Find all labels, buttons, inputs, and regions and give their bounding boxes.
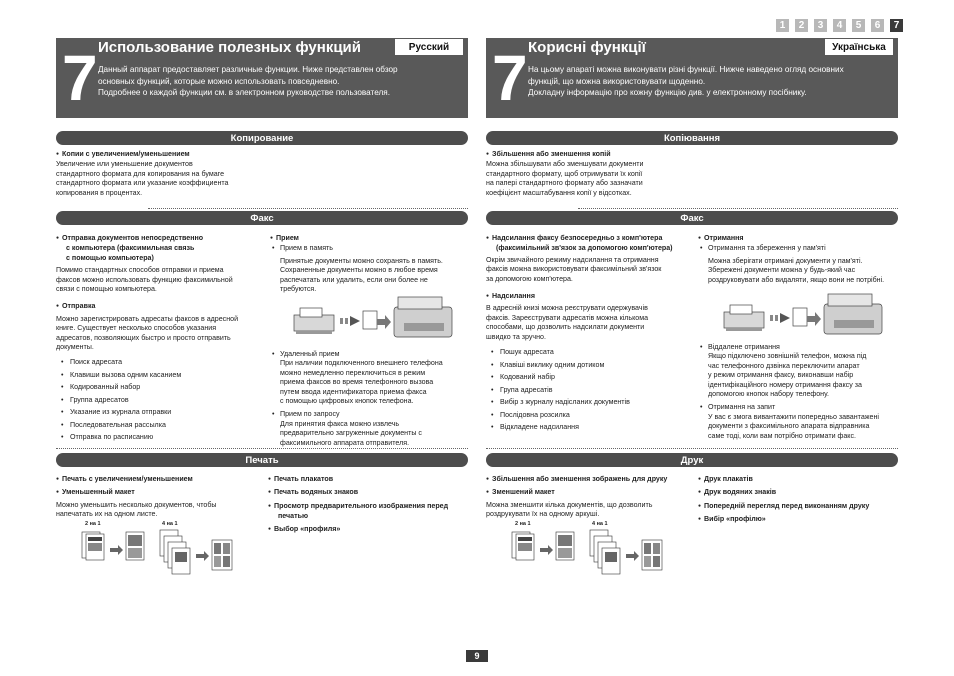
ru-divider xyxy=(56,448,468,449)
ru-send-list xyxy=(56,356,266,444)
page-number: 9 xyxy=(466,650,488,662)
uk-chapter-header xyxy=(486,38,898,118)
list-item: • Указание из журнала отправки xyxy=(56,406,266,419)
page-nav-item[interactable]: 6 xyxy=(871,19,884,32)
uk-print-more: ● Друк плакатів ● Друк водяних знаків ● Попередній перегляд перед виконанням друку ● Вибір «профілю» xyxy=(698,475,900,526)
list-item: • Клавіші виклику одним дотиком xyxy=(486,359,696,372)
list-item: • Отправка по расписанию xyxy=(56,431,266,444)
ru-print-bar: Печать xyxy=(56,453,468,467)
ru-fax-illustration xyxy=(288,293,468,348)
page-nav-item[interactable]: 7 xyxy=(890,19,903,32)
ru-language-badge: Русский xyxy=(395,39,463,55)
page-nav-item[interactable]: 1 xyxy=(776,19,789,32)
list-item: • Кодований набір xyxy=(486,371,696,384)
uk-language-badge: Українська xyxy=(825,39,893,55)
ru-chapter-header xyxy=(56,38,468,118)
uk-copy-section: ● Збільшення або зменшення копій Можна збільшувати або зменшувати документи стандартного формату, щоб отримувати їх копії на папері стандартного формату або зазначати коефіцієнт масштабування копії у відсотках. xyxy=(486,150,696,198)
page-nav-item[interactable]: 4 xyxy=(833,19,846,32)
ru-copy-bar: Копирование xyxy=(56,131,468,145)
ru-receive-more: • Удаленный прием При наличии подключенного внешнего телефона можно немедленно переключиться в режим приема факсов во время телефонного вызова путем ввода идентификатора приема факса с помощью цифровых кнопок телефона. • Прием по запросу Для принятия факса можно извлечь предварительно загруженные документы с факсимильного аппарата отправителя. xyxy=(270,350,470,448)
list-item: • Відкладене надсилання xyxy=(486,421,696,434)
ru-fax-bar: Факс xyxy=(56,211,468,225)
uk-copy-bar: Копіювання xyxy=(486,131,898,145)
ru-chapter-number: 7 xyxy=(62,42,98,114)
uk-intro: На цьому апараті можна виконувати різні функції. Нижче наведено огляд основних функцій, що можна використовувати щоденно. Докладну інформацію про кожну функцію див. у електронному посібнику. xyxy=(528,65,844,98)
list-item: • Группа адресатов xyxy=(56,394,266,407)
uk-layout-label-2in1: 2 на 1 xyxy=(515,521,531,527)
ru-divider xyxy=(148,208,468,209)
list-item: • Пошук адресата xyxy=(486,346,696,359)
uk-chapter-number: 7 xyxy=(492,42,528,114)
list-item: • Клавиши вызова одним касанием xyxy=(56,369,266,382)
list-item: • Последовательная рассылка xyxy=(56,419,266,432)
uk-fax-illustration xyxy=(718,290,898,345)
list-item: • Послідовна розсилка xyxy=(486,409,696,422)
ru-layout-label-4in1: 4 на 1 xyxy=(162,521,178,527)
ru-fax-pc-section: ● Отправка документов непосредственно с компьютера (факсимильная связь с помощью компьютера) Помимо стандартных способов отправки и приема факсов можно использовать функцию факсимильной связи с помощью компьютера. ● Отправка Можно зарегистрировать адресаты факсов в адресной книге. Существует несколько способов указания адресатов, позволяющих быстро и просто отправить документы. • Поиск адресата • Клавиши вызова одним касанием • Кодированный набор • Группа адресатов • Указание из журнала отправки • Последовательная рассылка • Отправка по расписанию xyxy=(56,234,266,444)
page-nav-item[interactable]: 3 xyxy=(814,19,827,32)
uk-chapter-title: Корисні функції xyxy=(528,39,646,56)
ru-chapter-title: Использование полезных функций xyxy=(98,39,361,56)
uk-print-section: ● Збільшення або зменшення зображень для друку ● Зменшений макет Можна зменшити кілька документів, що дозволить роздрукувати їх на одному аркуші. xyxy=(486,475,698,520)
ru-layout-illustration xyxy=(80,528,240,584)
uk-send-list xyxy=(486,346,696,434)
uk-layout-illustration xyxy=(510,528,670,584)
ru-print-more: ● Печать плакатов ● Печать водяных знаков ● Просмотр предварительного изображения перед печатью ● Выбор «профиля» xyxy=(268,475,468,535)
page-navigation xyxy=(776,19,903,32)
ru-receive-section: ● Прием • Прием в память Принятые документы можно сохранять в память. Сохраненные документы можно в любое время распечатать или удалить, если они более не требуются. xyxy=(270,234,470,294)
uk-fax-pc-section: ● Надсилання факсу безпосередньо з комп'ютера (факсимільний зв'язок за допомогою комп'ютера) Окрім звичайного режиму надсилання та отримання факсів можна використовувати факсимільний зв'язок за допомогою комп'ютера. ● Надсилання В адресній книзі можна реєструвати одержувачів факсів. Зареєструвати адресатів можна кількома способами, що дозволить надсилати документи швидко та зручно. • Пошук адресата • Клавіші виклику одним дотиком • Кодований набір • Група адресатів • Вибір з журналу надісланих документів • Послідовна розсилка • Відкладене надсилання xyxy=(486,234,696,434)
uk-divider xyxy=(486,448,898,449)
list-item: • Кодированный набор xyxy=(56,381,266,394)
uk-print-bar: Друк xyxy=(486,453,898,467)
page-nav-item[interactable]: 5 xyxy=(852,19,865,32)
uk-layout-label-4in1: 4 на 1 xyxy=(592,521,608,527)
ru-intro: Данный аппарат предоставляет различные функции. Ниже представлен обзор основных функций, которые можно использовать повседневно. Подробнее о каждой функции см. в электронном руководстве пользователя. xyxy=(98,65,398,98)
ru-copy-section: ● Копии с увеличением/уменьшением Увеличение или уменьшение документов стандартного формата для копирования на бумаге стандартного формата или указание коэффициента копирования в процентах. xyxy=(56,150,266,198)
uk-divider xyxy=(578,208,898,209)
ru-layout-label-2in1: 2 на 1 xyxy=(85,521,101,527)
page-nav-item[interactable]: 2 xyxy=(795,19,808,32)
uk-receive-section: ● Отримання • Отримання та збереження у пам'яті Можна зберігати отримані документи у пам'яті. Збережені документи можна у будь-який час роздруковувати або видаляти, якщо вони не потрібні. xyxy=(698,234,900,285)
ru-print-section: ● Печать с увеличением/уменьшением ● Уменьшенный макет Можно уменьшить несколько документов, чтобы напечатать их на одном листе. xyxy=(56,475,266,520)
list-item: • Поиск адресата xyxy=(56,356,266,369)
uk-receive-more: • Віддалене отримання Якщо підключено зовнішній телефон, можна під час телефонного дзвінка переключити апарат у режим отримання факсу, виконавши набір ідентифікаційного номеру отримання факсу за допомогою кнопок набору телефону. • Отримання на запит У вас є змога вивантажити попередньо завантажені документи з факсимільного апарата відправника саме тоді, коли вам потрібно отримати факс. xyxy=(698,343,900,441)
uk-fax-bar: Факс xyxy=(486,211,898,225)
list-item: • Вибір з журналу надісланих документів xyxy=(486,396,696,409)
list-item: • Група адресатів xyxy=(486,384,696,397)
